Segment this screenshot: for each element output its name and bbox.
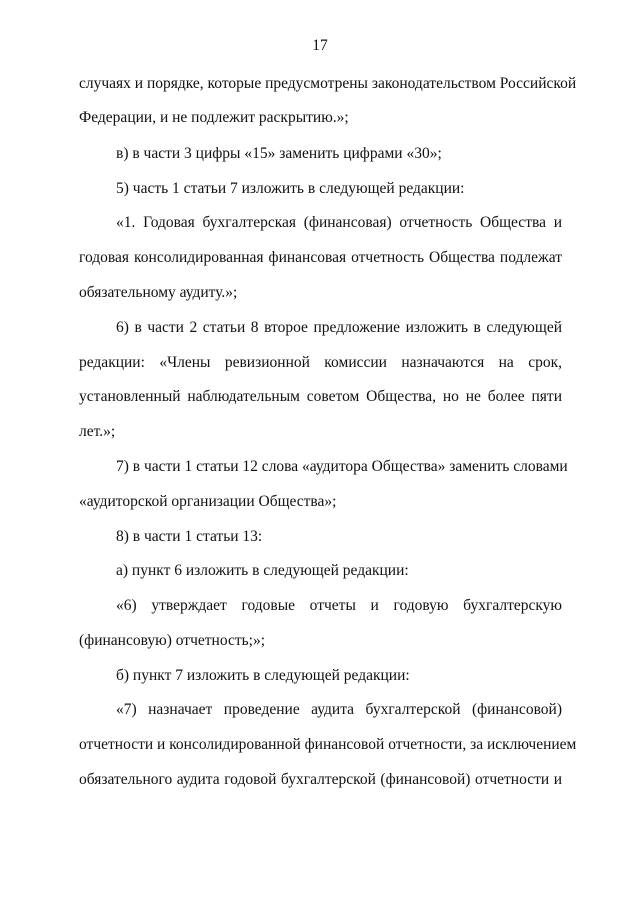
- text-line: «1. Годовая бухгалтерская (финансовая) отчетность Общества и: [116, 214, 562, 231]
- text-line: годовая консолидированная финансовая отчетность Общества подлежат: [79, 249, 562, 266]
- text-line: а) пункт 6 изложить в следующей редакции:: [116, 562, 409, 579]
- text-line: 6) в части 2 статьи 8 второе предложение изложить в следующей: [116, 319, 562, 336]
- text-line: редакции: «Члены ревизионной комиссии назначаются на срок,: [79, 354, 562, 371]
- text-line: Федерации, и не подлежит раскрытию.»;: [79, 109, 349, 126]
- text-line: обязательного аудита годовой бухгалтерской (финансовой) отчетности и: [79, 771, 562, 788]
- text-line: (финансовую) отчетность;»;: [79, 632, 266, 649]
- page-number: 17: [312, 37, 328, 54]
- text-line: лет.»;: [79, 423, 116, 440]
- text-line: 7) в части 1 статьи 12 слова «аудитора Общества» заменить словами: [116, 458, 568, 475]
- text-line: случаях и порядке, которые предусмотрены законодательством Российской: [79, 75, 577, 92]
- text-line: обязательному аудиту.»;: [79, 284, 238, 301]
- text-line: 5) часть 1 статьи 7 изложить в следующей редакции:: [116, 180, 465, 197]
- text-line: «6) утверждает годовые отчеты и годовую бухгалтерскую: [116, 597, 562, 614]
- text-line: 8) в части 1 статьи 13:: [116, 528, 263, 545]
- text-line: отчетности и консолидированной финансовой отчетности, за исключением: [79, 736, 577, 753]
- text-line: б) пункт 7 изложить в следующей редакции:: [116, 667, 410, 684]
- text-line: в) в части 3 цифры «15» заменить цифрами «30»;: [116, 145, 442, 162]
- text-line: «7) назначает проведение аудита бухгалтерской (финансовой): [116, 701, 562, 718]
- text-line: установленный наблюдательным советом Общества, но не более пяти: [79, 388, 562, 405]
- text-line: «аудиторской организации Общества»;: [79, 493, 337, 510]
